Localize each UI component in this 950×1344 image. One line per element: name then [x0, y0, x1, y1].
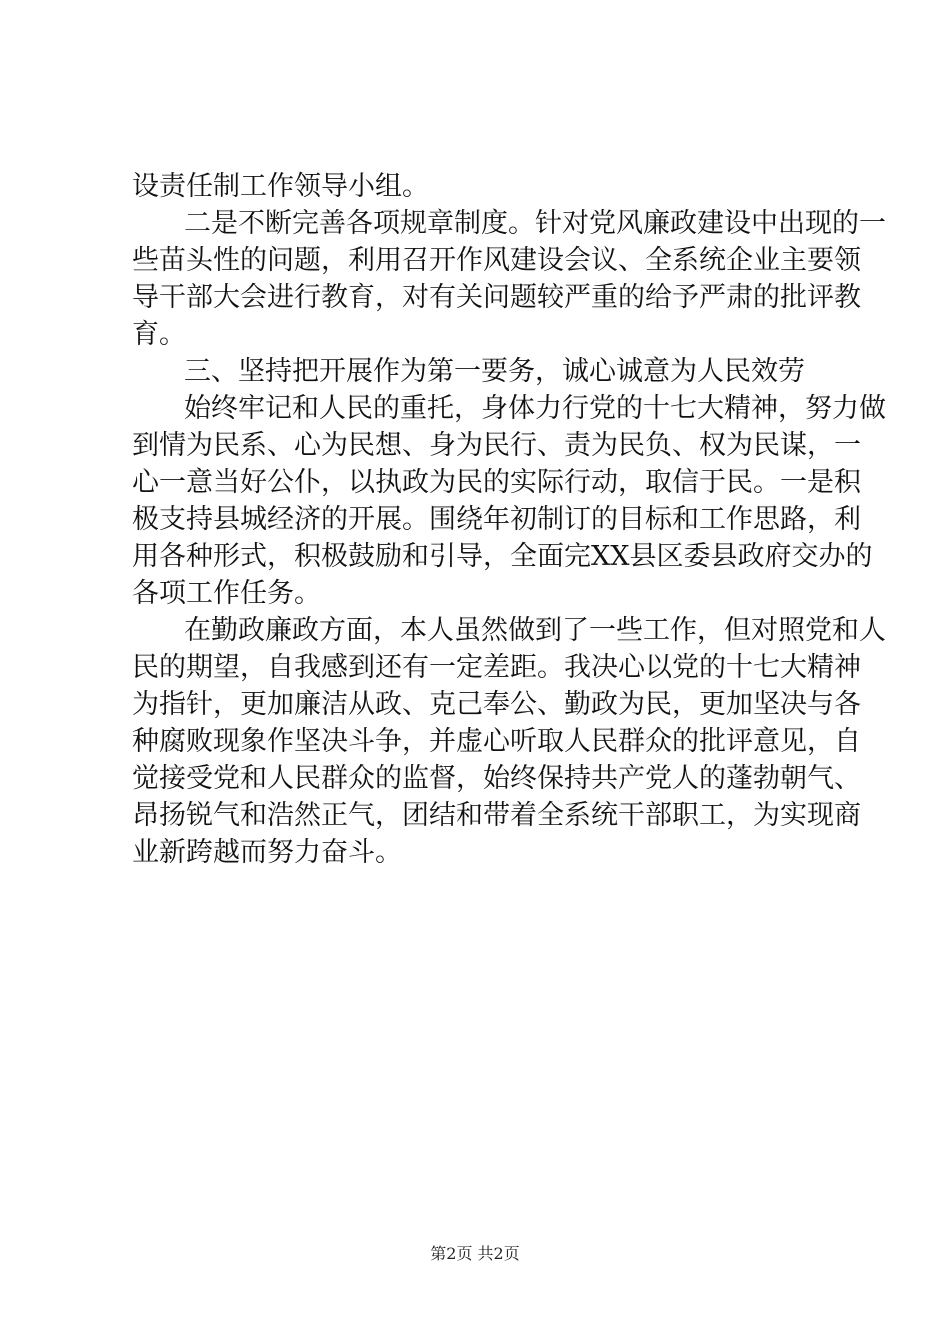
page-number-footer: 第2页 共2页 [430, 1244, 520, 1263]
text-line: 为指针，更加廉洁从政、克己奉公、勤政为民，更加坚决与各 [132, 689, 861, 720]
text-line: 民的期望，自我感到还有一定差距。我决心以党的十七大精神 [132, 652, 861, 683]
text-line: 种腐败现象作坚决斗争，并虚心听取人民群众的批评意见，自 [132, 726, 861, 757]
text-line: 在勤政廉政方面，本人虽然做到了一些工作，但对照党和人 [184, 615, 886, 646]
text-line: 始终牢记和人民的重托，身体力行党的十七大精神，努力做 [184, 393, 886, 424]
section-heading: 三、坚持把开展作为第一要务，诚心诚意为人民效劳 [184, 356, 805, 387]
text-line: 业新跨越而努力奋斗。 [132, 837, 402, 868]
text-line: 设责任制工作领导小组。 [132, 171, 429, 202]
text-line: 心一意当好公仆，以执政为民的实际行动，取信于民。一是积 [132, 467, 861, 498]
text-line: 昂扬锐气和浩然正气，团结和带着全系统干部职工，为实现商 [132, 800, 861, 831]
text-line: 育。 [132, 319, 186, 350]
text-line: 觉接受党和人民群众的监督，始终保持共产党人的蓬勃朝气、 [132, 763, 861, 794]
text-line: 用各种形式，积极鼓励和引导，全面完XX县区委县政府交办的 [132, 541, 873, 572]
text-line: 各项工作任务。 [132, 578, 321, 609]
text-line: 导干部大会进行教育，对有关问题较严重的给予严肃的批评教 [132, 282, 861, 313]
text-line: 二是不断完善各项规章制度。针对党风廉政建设中出现的一 [184, 208, 886, 239]
text-line: 极支持县城经济的开展。围绕年初制订的目标和工作思路，利 [132, 504, 861, 535]
text-line: 到情为民系、心为民想、身为民行、责为民负、权为民谋，一 [132, 430, 861, 461]
body-text [132, 168, 886, 871]
text-line: 些苗头性的问题，利用召开作风建设会议、全系统企业主要领 [132, 245, 861, 276]
